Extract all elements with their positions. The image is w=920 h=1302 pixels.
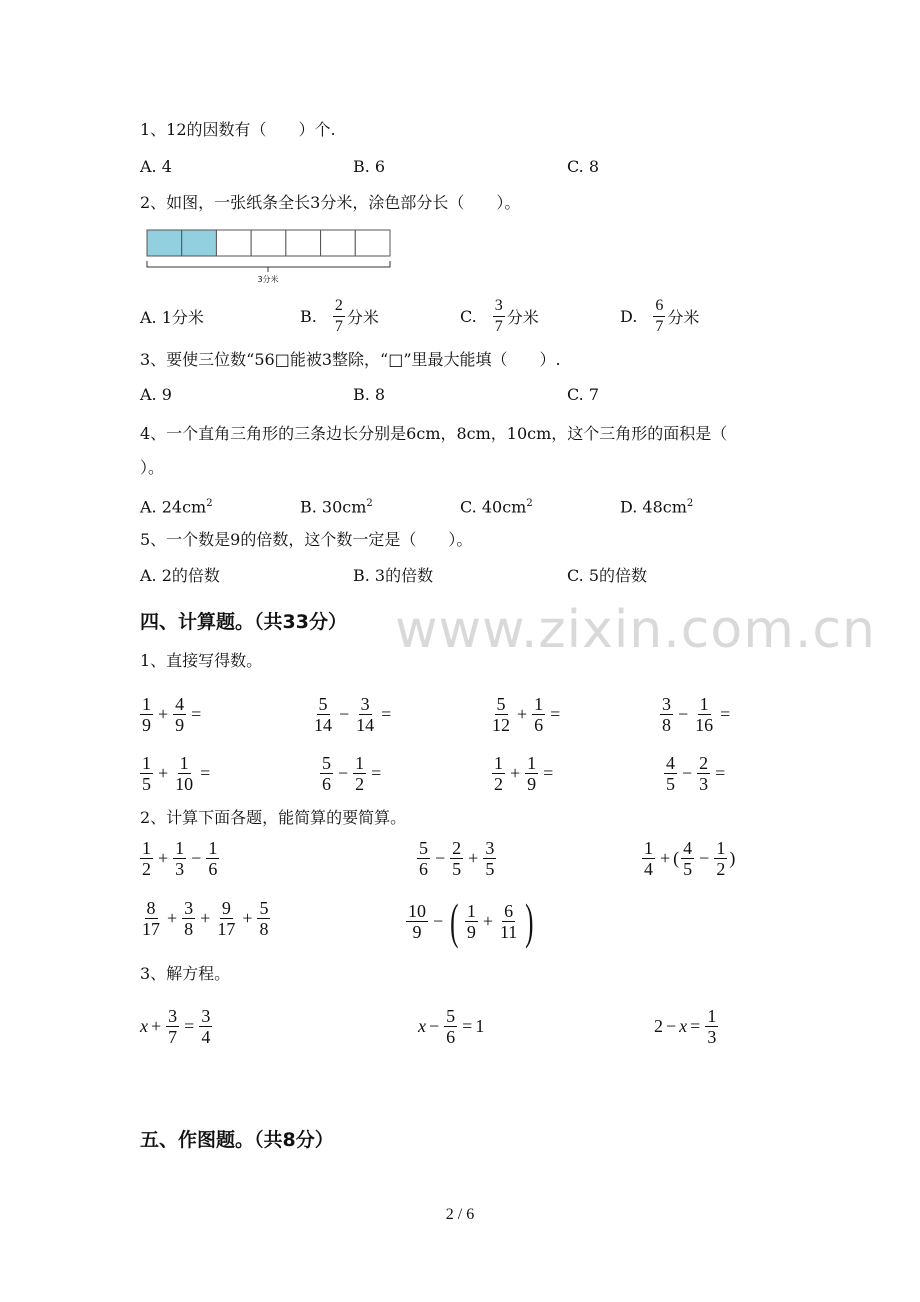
strip-cell bbox=[216, 230, 251, 256]
q2-b-prefix: B. bbox=[300, 307, 317, 326]
q1-option-c: C. 8 bbox=[567, 157, 600, 176]
expr-2-4: $\frac{8}{17}$ + $\frac{3}{8}$ + $\frac{9}{17}$ + $\frac{5}{8}$ bbox=[142, 898, 269, 939]
q2-option-b bbox=[300, 296, 379, 337]
q4-b-sup: 2 bbox=[366, 498, 373, 509]
fraction bbox=[653, 296, 665, 337]
q4-a-text: A. 24cm bbox=[140, 497, 207, 517]
q3-option-c: C. 7 bbox=[567, 385, 600, 404]
denominator: 7 bbox=[494, 318, 503, 335]
q5-option-a: A. 2的倍数 bbox=[140, 566, 220, 585]
expr-2-1: $\frac{1}{2}$ + $\frac{1}{3}$ − $\frac{1}{6}$ bbox=[142, 838, 218, 879]
strip-cell bbox=[286, 230, 321, 256]
q1-option-a: A. 4 bbox=[140, 157, 172, 176]
numerator: 6 bbox=[653, 296, 665, 317]
q4-a-sup: 2 bbox=[206, 498, 213, 509]
question-5: 5、一个数是9的倍数，这个数一定是（ ）。 bbox=[140, 530, 473, 549]
expr-2-3: $\frac{1}{4}$ + ( $\frac{4}{5}$ − $\frac{1}{2}$ ) bbox=[644, 838, 736, 879]
strip-cell-shaded bbox=[182, 230, 217, 256]
part-1-title: 1、直接写得数。 bbox=[140, 651, 263, 670]
q4-d-sup: 2 bbox=[686, 498, 694, 509]
expr-1-5: $\frac{1}{5}$ + $\frac{1}{10}$ = bbox=[142, 753, 211, 794]
denominator: 7 bbox=[334, 318, 343, 335]
expr-2-5: $\frac{10}{9}$ − ( $\frac{1}{9}$ + $\frac{6}{11}$ ) bbox=[408, 893, 534, 949]
question-3: 3、要使三位数“56□能被3整除，“□”里最大能填（ ）. bbox=[140, 350, 561, 369]
fraction bbox=[333, 296, 345, 337]
expr-1-8: $\frac{4}{5}$ − $\frac{2}{3}$ = bbox=[666, 753, 726, 794]
section-4-heading: 四、计算题。（共33分） bbox=[140, 611, 347, 633]
q2-option-d bbox=[620, 296, 699, 337]
q4-option-d bbox=[620, 494, 693, 517]
q3-option-b: B. 8 bbox=[353, 385, 386, 404]
question-2: 2、如图，一张纸条全长3分米，涂色部分长（ ）。 bbox=[140, 193, 521, 212]
q2-option-c bbox=[460, 296, 539, 337]
paper-strip-diagram bbox=[140, 224, 400, 290]
fraction bbox=[493, 296, 505, 337]
strip-cells bbox=[147, 230, 390, 256]
section-5-heading: 五、作图题。（共8分） bbox=[140, 1129, 334, 1151]
q4-c-text: C. 40cm bbox=[460, 497, 527, 517]
q2-d-prefix: D. bbox=[620, 307, 638, 326]
strip-length-label: 3分米 bbox=[257, 275, 279, 284]
denominator: 7 bbox=[655, 318, 664, 335]
q3-option-a: A. 9 bbox=[140, 385, 172, 404]
question-4: 4、一个直角三角形的三条边长分别是6cm，8cm，10cm，这个三角形的面积是（ bbox=[140, 424, 728, 443]
q5-option-b: B. 3的倍数 bbox=[353, 566, 434, 585]
q2-c-prefix: C. bbox=[460, 307, 477, 326]
q4-d-text: D. 48cm bbox=[620, 497, 687, 517]
strip-cell bbox=[321, 230, 356, 256]
part-3-title: 3、解方程。 bbox=[140, 964, 231, 983]
page-number: 2 / 6 bbox=[445, 1206, 475, 1223]
q1-option-b: B. 6 bbox=[353, 157, 386, 176]
q4-option-a bbox=[140, 494, 213, 517]
q5-option-c: C. 5的倍数 bbox=[567, 566, 648, 585]
strip-cell bbox=[251, 230, 286, 256]
part-2-title: 2、计算下面各题，能简算的要简算。 bbox=[140, 808, 407, 827]
q4-option-b bbox=[300, 494, 373, 517]
q2-option-a: A. 1分米 bbox=[140, 308, 204, 327]
equation-1: x + $\frac{3}{7}$ = $\frac{3}{4}$ bbox=[140, 1006, 211, 1047]
equation-3: 2 − x = $\frac{1}{3}$ bbox=[654, 1006, 717, 1047]
q4-b-text: B. 30cm bbox=[300, 497, 367, 517]
question-1: 1、12的因数有（ ）个. bbox=[140, 120, 336, 139]
expr-1-3: $\frac{5}{12}$ + $\frac{1}{6}$ = bbox=[492, 694, 561, 735]
expr-1-4: $\frac{3}{8}$ − $\frac{1}{16}$ = bbox=[662, 694, 731, 735]
numerator: 2 bbox=[333, 296, 345, 317]
strip-cell bbox=[355, 230, 390, 256]
expr-1-2: $\frac{5}{14}$ − $\frac{3}{14}$ = bbox=[314, 694, 392, 735]
numerator: 3 bbox=[493, 296, 505, 317]
watermark: www.zixin.com.cn bbox=[395, 600, 876, 660]
q2-b-unit: 分米 bbox=[346, 308, 379, 327]
strip-cell-shaded bbox=[147, 230, 182, 256]
expr-2-2: $\frac{5}{6}$ − $\frac{2}{5}$ + $\frac{3}{5}$ bbox=[419, 838, 495, 879]
question-4-cont: ）。 bbox=[140, 458, 165, 477]
expr-1-6: $\frac{5}{6}$ − $\frac{1}{2}$ = bbox=[322, 753, 382, 794]
q4-c-sup: 2 bbox=[526, 498, 533, 509]
expr-1-7: $\frac{1}{2}$ + $\frac{1}{9}$ = bbox=[494, 753, 554, 794]
q2-d-unit: 分米 bbox=[667, 308, 700, 327]
strip-brace bbox=[147, 261, 390, 272]
expr-1-1: $\frac{1}{9}$ + $\frac{4}{9}$ = bbox=[142, 694, 202, 735]
q4-option-c bbox=[460, 494, 533, 517]
equation-2: x − $\frac{5}{6}$ = 1 bbox=[418, 1006, 485, 1047]
q2-c-unit: 分米 bbox=[506, 308, 539, 327]
